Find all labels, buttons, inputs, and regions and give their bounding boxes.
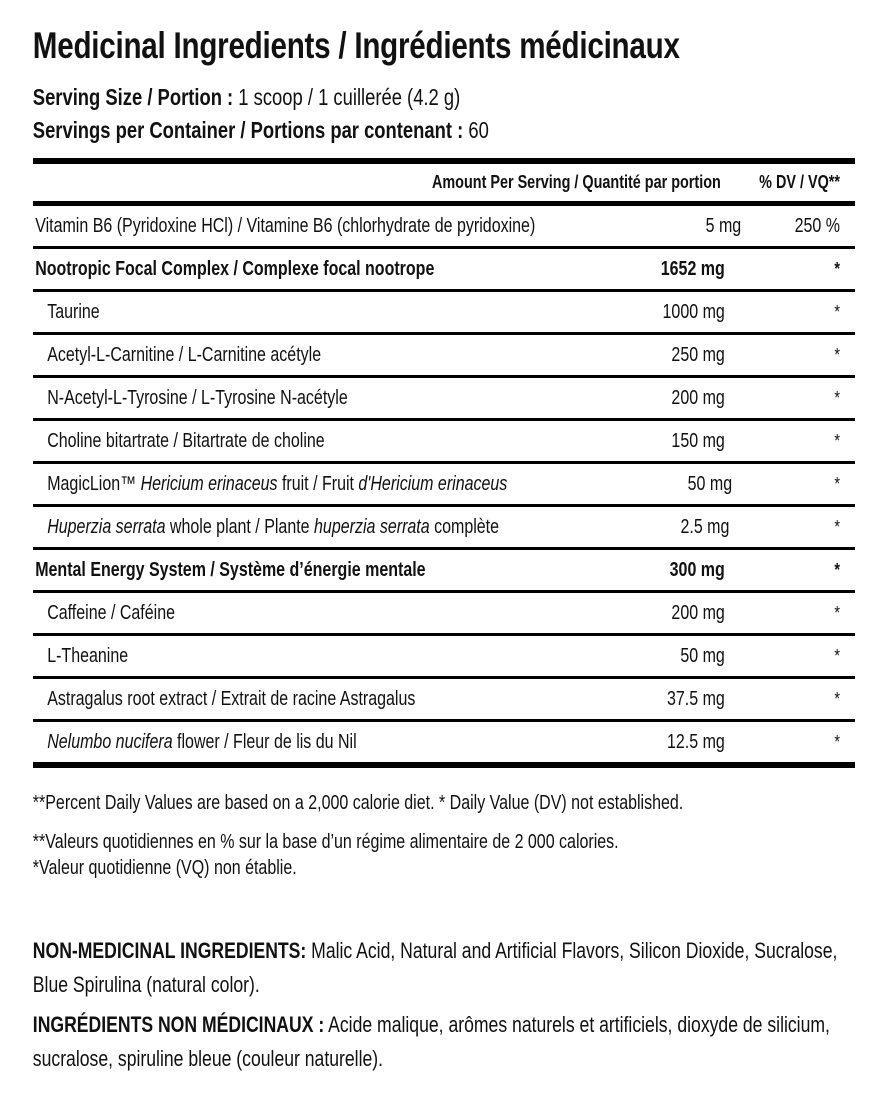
servings-per-container — [33, 115, 489, 145]
ingredient-name-part: huperzia serrata — [314, 515, 430, 538]
ingredient-name — [33, 344, 485, 367]
ingredient-name-part: MagicLion™ — [47, 472, 141, 495]
ingredient-dv: * — [834, 602, 840, 623]
ingredient-name — [33, 688, 485, 711]
footnote-vq-fr: *Valeur quotidienne (VQ) non établie. — [32, 857, 297, 879]
ingredient-name-part: Choline bitartrate / Bitartrate de choline — [47, 429, 325, 452]
ingredient-amount: 37.5 mg — [666, 687, 725, 710]
ingredient-name — [33, 387, 485, 410]
ingredient-name-part: N-Acetyl-L-Tyrosine / L-Tyrosine N-acétyle — [47, 386, 348, 409]
ingredient-dv: * — [834, 731, 840, 752]
ingredient-name — [33, 430, 485, 453]
label-title: Medicinal Ingredients / Ingrédients médicinaux — [32, 25, 680, 66]
ingredient-dv: * — [834, 344, 840, 365]
non-medicinal-en-text: Malic Acid, Natural and Artificial Flavors, Silicon Dioxide, Sucralose, Blue Spirulina (natural color). — [32, 938, 838, 997]
ingredient-name — [33, 645, 485, 668]
serving-size-value: 1 scoop / 1 cuillerée (4.2 g) — [233, 84, 461, 110]
table-row — [33, 636, 855, 679]
table-row — [33, 378, 855, 421]
ingredients-table — [33, 158, 855, 768]
ingredient-dv: * — [834, 473, 840, 494]
ingredient-name-part: Nelumbo nucifera — [47, 730, 173, 753]
table-row — [33, 421, 855, 464]
table-row — [33, 464, 855, 507]
ingredient-name-part: Astragalus root extract / Extrait de racine Astragalus — [47, 687, 416, 710]
ingredient-name-part: d'Hericium erinaceus — [358, 472, 508, 495]
ingredient-amount: 1652 mg — [660, 257, 725, 280]
serving-size-label: Serving Size / Portion : — [32, 84, 234, 110]
ingredient-amount: 200 mg — [671, 386, 725, 409]
ingredient-amount: 300 mg — [669, 558, 725, 581]
non-medicinal-en-label: NON-MEDICINAL INGREDIENTS: — [32, 938, 307, 963]
non-medicinal-fr — [33, 1008, 849, 1076]
ingredient-amount: 12.5 mg — [666, 730, 725, 753]
ingredient-name — [33, 516, 499, 539]
ingredient-amount: 5 mg — [705, 214, 742, 237]
ingredient-dv: * — [834, 258, 840, 279]
header-dv: % DV / VQ** — [759, 172, 840, 192]
table-group-row — [33, 249, 855, 292]
ingredient-amount: 150 mg — [671, 429, 725, 452]
ingredient-name-part: Nootropic Focal Complex / Complexe focal nootrope — [35, 257, 435, 280]
ingredient-amount: 50 mg — [687, 472, 733, 495]
ingredient-name-part: Hericium erinaceus — [140, 472, 278, 495]
ingredient-name-part: fruit / Fruit — [277, 472, 359, 495]
table-row — [33, 593, 855, 636]
ingredient-amount: 50 mg — [680, 644, 725, 667]
non-medicinal-fr-text: Acide malique, arômes naturels et artificiels, dioxyde de silicium, sucralose, spiruline bleue (couleur naturelle). — [32, 1012, 830, 1071]
ingredient-name-part: complète — [429, 515, 500, 538]
ingredient-amount: 2.5 mg — [680, 515, 730, 538]
non-medicinal-fr-label: INGRÉDIENTS NON MÉDICINAUX : — [32, 1012, 325, 1037]
table-row — [33, 507, 855, 550]
ingredient-name-part: Mental Energy System / Système d’énergie mentale — [35, 558, 426, 581]
ingredient-name-part: flower / Fleur de lis du Nil — [172, 730, 357, 753]
ingredient-name-part: Taurine — [47, 300, 100, 323]
ingredient-name — [33, 301, 485, 324]
footnote-dv-en: **Percent Daily Values are based on a 2,000 calorie diet. * Daily Value (DV) not established. — [32, 792, 684, 814]
table-row — [33, 292, 855, 335]
ingredient-dv: * — [834, 387, 840, 408]
ingredient-dv: * — [834, 301, 840, 322]
ingredient-name-part: Vitamin B6 (Pyridoxine HCl) / Vitamine B6 (chlorhydrate de pyridoxine) — [35, 214, 536, 237]
ingredient-amount: 1000 mg — [662, 300, 725, 323]
table-header — [33, 164, 855, 206]
table-row — [33, 206, 855, 249]
table-group-row — [33, 550, 855, 593]
ingredient-name-part: whole plant / Plante — [165, 515, 315, 538]
ingredient-name — [33, 559, 485, 582]
header-amount: Amount Per Serving / Quantité par portion — [431, 172, 721, 192]
ingredient-name — [33, 602, 485, 625]
ingredient-name-part: Acetyl-L-Carnitine / L-Carnitine acétyle — [47, 343, 322, 366]
ingredient-dv: * — [834, 688, 840, 709]
ingredient-dv: * — [834, 430, 840, 451]
servings-per-container-value: 60 — [463, 117, 489, 143]
ingredient-dv: * — [834, 516, 840, 537]
table-row — [33, 335, 855, 378]
table-row — [33, 679, 855, 722]
ingredient-name-part: Caffeine / Caféine — [47, 601, 176, 624]
ingredient-name — [33, 731, 485, 754]
servings-per-container-label: Servings per Container / Portions par contenant : — [32, 117, 464, 143]
non-medicinal-en — [33, 934, 849, 1002]
ingredient-dv: * — [834, 645, 840, 666]
ingredient-dv: 250 % — [794, 214, 840, 237]
footnote-dv-fr: **Valeurs quotidiennes en % sur la base d’un régime alimentaire de 2 000 calories. — [32, 831, 619, 853]
ingredient-name — [33, 215, 535, 238]
table-body — [33, 206, 855, 762]
serving-size — [33, 82, 460, 112]
ingredient-name — [33, 258, 485, 281]
table-row — [33, 722, 855, 762]
ingredient-name-part: Huperzia serrata — [47, 515, 166, 538]
ingredient-name — [33, 473, 508, 496]
ingredient-amount: 250 mg — [671, 343, 725, 366]
ingredient-amount: 200 mg — [671, 601, 725, 624]
ingredient-dv: * — [834, 559, 840, 580]
ingredient-name-part: L-Theanine — [47, 644, 129, 667]
